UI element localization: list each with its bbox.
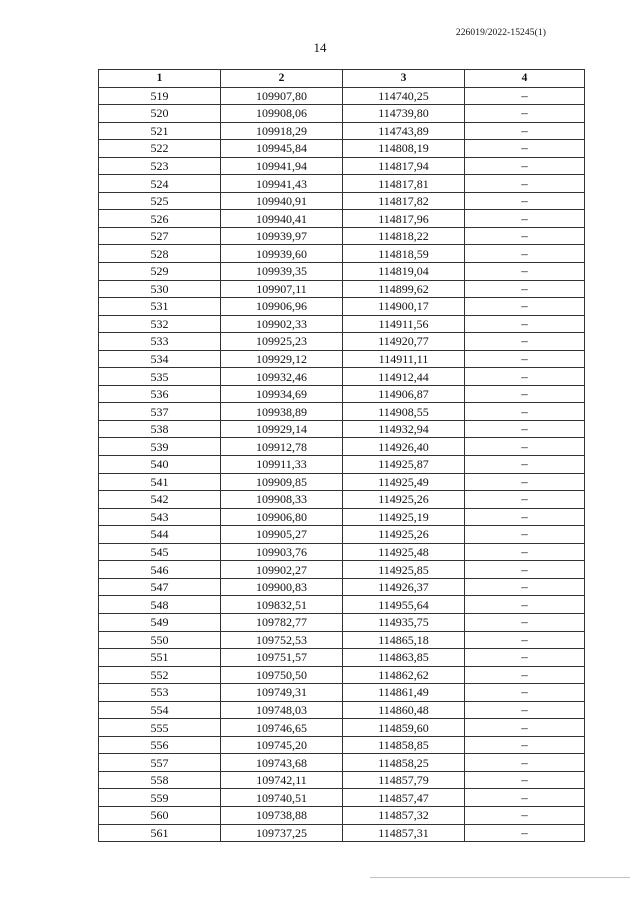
table-row — [99, 87, 585, 105]
point-number-cell: 550 — [99, 631, 221, 649]
table-row — [99, 192, 585, 210]
y-coordinate-cell: 114911,11 — [343, 350, 465, 368]
dash-mark: – — [521, 684, 528, 700]
dash-mark: – — [521, 631, 528, 647]
x-coordinate-cell: 109909,85 — [221, 473, 343, 491]
point-number-cell: 532 — [99, 315, 221, 333]
note-cell — [465, 122, 585, 140]
dash-mark: – — [521, 649, 528, 665]
table-row — [99, 438, 585, 456]
note-cell — [465, 298, 585, 316]
table-row — [99, 175, 585, 193]
dash-mark: – — [521, 438, 528, 454]
note-cell — [465, 333, 585, 351]
point-number-cell: 526 — [99, 210, 221, 228]
point-number-cell: 538 — [99, 420, 221, 438]
note-cell — [465, 526, 585, 544]
y-coordinate-cell: 114819,04 — [343, 263, 465, 281]
note-cell — [465, 456, 585, 474]
table-row — [99, 701, 585, 719]
point-number-cell: 534 — [99, 350, 221, 368]
dash-mark: – — [521, 701, 528, 717]
table-row — [99, 824, 585, 842]
y-coordinate-cell: 114925,48 — [343, 543, 465, 561]
dash-mark: – — [521, 193, 528, 209]
y-coordinate-cell: 114860,48 — [343, 701, 465, 719]
x-coordinate-cell: 109902,27 — [221, 561, 343, 579]
point-number-cell: 548 — [99, 596, 221, 614]
table-row — [99, 771, 585, 789]
point-number-cell: 536 — [99, 385, 221, 403]
note-cell — [465, 508, 585, 526]
table-row — [99, 578, 585, 596]
y-coordinate-cell: 114817,81 — [343, 175, 465, 193]
point-number-cell: 557 — [99, 754, 221, 772]
y-coordinate-cell: 114817,94 — [343, 157, 465, 175]
table-body — [99, 87, 585, 842]
table-row — [99, 420, 585, 438]
y-coordinate-cell: 114932,94 — [343, 420, 465, 438]
x-coordinate-cell: 109945,84 — [221, 140, 343, 158]
x-coordinate-cell: 109906,80 — [221, 508, 343, 526]
note-cell — [465, 719, 585, 737]
x-coordinate-cell: 109932,46 — [221, 368, 343, 386]
note-cell — [465, 350, 585, 368]
point-number-cell: 541 — [99, 473, 221, 491]
table-row — [99, 631, 585, 649]
note-cell — [465, 701, 585, 719]
table-row — [99, 508, 585, 526]
note-cell — [465, 789, 585, 807]
note-cell — [465, 491, 585, 509]
dash-mark: – — [521, 579, 528, 595]
table-row — [99, 385, 585, 403]
y-coordinate-cell: 114926,40 — [343, 438, 465, 456]
table-row — [99, 280, 585, 298]
note-cell — [465, 157, 585, 175]
x-coordinate-cell: 109908,33 — [221, 491, 343, 509]
x-coordinate-cell: 109748,03 — [221, 701, 343, 719]
table-row — [99, 403, 585, 421]
x-coordinate-cell: 109752,53 — [221, 631, 343, 649]
point-number-cell: 523 — [99, 157, 221, 175]
note-cell — [465, 543, 585, 561]
dash-mark: – — [521, 508, 528, 524]
table-row — [99, 210, 585, 228]
x-coordinate-cell: 109941,94 — [221, 157, 343, 175]
note-cell — [465, 245, 585, 263]
y-coordinate-cell: 114900,17 — [343, 298, 465, 316]
dash-mark: – — [521, 824, 528, 840]
y-coordinate-cell: 114857,31 — [343, 824, 465, 842]
table-row — [99, 649, 585, 667]
point-number-cell: 551 — [99, 649, 221, 667]
y-coordinate-cell: 114906,87 — [343, 385, 465, 403]
note-cell — [465, 596, 585, 614]
x-coordinate-cell: 109745,20 — [221, 736, 343, 754]
table-row — [99, 263, 585, 281]
note-cell — [465, 438, 585, 456]
document-id: 226019/2022-15245(1) — [455, 28, 546, 38]
y-coordinate-cell: 114925,85 — [343, 561, 465, 579]
y-coordinate-cell: 114955,64 — [343, 596, 465, 614]
table-row — [99, 298, 585, 316]
table-row — [99, 122, 585, 140]
table-row — [99, 315, 585, 333]
y-coordinate-cell: 114899,62 — [343, 280, 465, 298]
dash-mark: – — [521, 456, 528, 472]
point-number-cell: 553 — [99, 684, 221, 702]
y-coordinate-cell: 114858,85 — [343, 736, 465, 754]
y-coordinate-cell: 114817,96 — [343, 210, 465, 228]
point-number-cell: 561 — [99, 824, 221, 842]
point-number-cell: 555 — [99, 719, 221, 737]
x-coordinate-cell: 109902,33 — [221, 315, 343, 333]
y-coordinate-cell: 114935,75 — [343, 613, 465, 631]
y-coordinate-cell: 114908,55 — [343, 403, 465, 421]
point-number-cell: 529 — [99, 263, 221, 281]
point-number-cell: 540 — [99, 456, 221, 474]
table-header-row — [99, 70, 585, 88]
x-coordinate-cell: 109906,96 — [221, 298, 343, 316]
dash-mark: – — [521, 175, 528, 191]
x-coordinate-cell: 109939,35 — [221, 263, 343, 281]
point-number-cell: 544 — [99, 526, 221, 544]
table-row — [99, 789, 585, 807]
y-coordinate-cell: 114925,26 — [343, 526, 465, 544]
dash-mark: – — [521, 368, 528, 384]
note-cell — [465, 280, 585, 298]
note-cell — [465, 385, 585, 403]
y-coordinate-cell: 114920,77 — [343, 333, 465, 351]
point-number-cell: 560 — [99, 806, 221, 824]
y-coordinate-cell: 114911,56 — [343, 315, 465, 333]
y-coordinate-cell: 114859,60 — [343, 719, 465, 737]
point-number-cell: 525 — [99, 192, 221, 210]
table-row — [99, 491, 585, 509]
point-number-cell: 539 — [99, 438, 221, 456]
y-coordinate-cell: 114926,37 — [343, 578, 465, 596]
x-coordinate-cell: 109740,51 — [221, 789, 343, 807]
note-cell — [465, 631, 585, 649]
y-coordinate-cell: 114857,32 — [343, 806, 465, 824]
dash-mark: – — [521, 596, 528, 612]
dash-mark: – — [521, 386, 528, 402]
x-coordinate-cell: 109737,25 — [221, 824, 343, 842]
x-coordinate-cell: 109939,60 — [221, 245, 343, 263]
dash-mark: – — [521, 122, 528, 138]
dash-mark: – — [521, 491, 528, 507]
note-cell — [465, 666, 585, 684]
x-coordinate-cell: 109743,68 — [221, 754, 343, 772]
point-number-cell: 535 — [99, 368, 221, 386]
table-row — [99, 666, 585, 684]
table-row — [99, 227, 585, 245]
point-number-cell: 533 — [99, 333, 221, 351]
y-coordinate-cell: 114739,80 — [343, 105, 465, 123]
note-cell — [465, 368, 585, 386]
table-row — [99, 140, 585, 158]
note-cell — [465, 771, 585, 789]
point-number-cell: 543 — [99, 508, 221, 526]
x-coordinate-cell: 109940,41 — [221, 210, 343, 228]
table-row — [99, 368, 585, 386]
note-cell — [465, 263, 585, 281]
dash-mark: – — [521, 807, 528, 823]
dash-mark: – — [521, 280, 528, 296]
x-coordinate-cell: 109905,27 — [221, 526, 343, 544]
table-row — [99, 333, 585, 351]
point-number-cell: 552 — [99, 666, 221, 684]
y-coordinate-cell: 114818,59 — [343, 245, 465, 263]
note-cell — [465, 87, 585, 105]
note-cell — [465, 754, 585, 772]
table-row — [99, 719, 585, 737]
x-coordinate-cell: 109929,12 — [221, 350, 343, 368]
x-coordinate-cell: 109900,83 — [221, 578, 343, 596]
y-coordinate-cell: 114912,44 — [343, 368, 465, 386]
dash-mark: – — [521, 245, 528, 261]
note-cell — [465, 806, 585, 824]
column-header: 3 — [343, 70, 465, 88]
y-coordinate-cell: 114743,89 — [343, 122, 465, 140]
table-row — [99, 736, 585, 754]
x-coordinate-cell: 109903,76 — [221, 543, 343, 561]
x-coordinate-cell: 109929,14 — [221, 420, 343, 438]
note-cell — [465, 192, 585, 210]
x-coordinate-cell: 109940,91 — [221, 192, 343, 210]
dash-mark: – — [521, 737, 528, 753]
point-number-cell: 558 — [99, 771, 221, 789]
y-coordinate-cell: 114862,62 — [343, 666, 465, 684]
note-cell — [465, 561, 585, 579]
column-header: 4 — [465, 70, 585, 88]
dash-mark: – — [521, 140, 528, 156]
x-coordinate-cell: 109750,50 — [221, 666, 343, 684]
dash-mark: – — [521, 473, 528, 489]
table-row — [99, 754, 585, 772]
y-coordinate-cell: 114818,22 — [343, 227, 465, 245]
note-cell — [465, 578, 585, 596]
x-coordinate-cell: 109939,97 — [221, 227, 343, 245]
point-number-cell: 554 — [99, 701, 221, 719]
point-number-cell: 547 — [99, 578, 221, 596]
note-cell — [465, 420, 585, 438]
point-number-cell: 524 — [99, 175, 221, 193]
table-row — [99, 543, 585, 561]
point-number-cell: 545 — [99, 543, 221, 561]
point-number-cell: 528 — [99, 245, 221, 263]
note-cell — [465, 649, 585, 667]
dash-mark: – — [521, 298, 528, 314]
x-coordinate-cell: 109907,11 — [221, 280, 343, 298]
point-number-cell: 522 — [99, 140, 221, 158]
note-cell — [465, 227, 585, 245]
coordinates-table — [98, 69, 585, 842]
note-cell — [465, 613, 585, 631]
y-coordinate-cell: 114857,79 — [343, 771, 465, 789]
x-coordinate-cell: 109746,65 — [221, 719, 343, 737]
dash-mark: – — [521, 228, 528, 244]
note-cell — [465, 736, 585, 754]
x-coordinate-cell: 109738,88 — [221, 806, 343, 824]
point-number-cell: 556 — [99, 736, 221, 754]
dash-mark: – — [521, 105, 528, 121]
column-header: 1 — [99, 70, 221, 88]
table-row — [99, 245, 585, 263]
point-number-cell: 530 — [99, 280, 221, 298]
y-coordinate-cell: 114817,82 — [343, 192, 465, 210]
x-coordinate-cell: 109749,31 — [221, 684, 343, 702]
dash-mark: – — [521, 315, 528, 331]
table-row — [99, 596, 585, 614]
note-cell — [465, 315, 585, 333]
point-number-cell: 521 — [99, 122, 221, 140]
point-number-cell: 519 — [99, 87, 221, 105]
table-row — [99, 561, 585, 579]
note-cell — [465, 403, 585, 421]
note-cell — [465, 824, 585, 842]
dash-mark: – — [521, 158, 528, 173]
table-row — [99, 105, 585, 123]
x-coordinate-cell: 109918,29 — [221, 122, 343, 140]
y-coordinate-cell: 114861,49 — [343, 684, 465, 702]
table-row — [99, 350, 585, 368]
y-coordinate-cell: 114925,49 — [343, 473, 465, 491]
dash-mark: – — [521, 526, 528, 542]
note-cell — [465, 175, 585, 193]
x-coordinate-cell: 109751,57 — [221, 649, 343, 667]
point-number-cell: 531 — [99, 298, 221, 316]
dash-mark: – — [521, 772, 528, 788]
dash-mark: – — [521, 789, 528, 805]
column-header: 2 — [221, 70, 343, 88]
point-number-cell: 537 — [99, 403, 221, 421]
y-coordinate-cell: 114740,25 — [343, 87, 465, 105]
x-coordinate-cell: 109782,77 — [221, 613, 343, 631]
x-coordinate-cell: 109907,80 — [221, 87, 343, 105]
y-coordinate-cell: 114925,87 — [343, 456, 465, 474]
table-row — [99, 157, 585, 175]
y-coordinate-cell: 114857,47 — [343, 789, 465, 807]
table-row — [99, 613, 585, 631]
dash-mark: – — [521, 421, 528, 437]
point-number-cell: 527 — [99, 227, 221, 245]
note-cell — [465, 210, 585, 228]
x-coordinate-cell: 109742,11 — [221, 771, 343, 789]
dash-mark: – — [521, 351, 528, 367]
table-row — [99, 526, 585, 544]
point-number-cell: 542 — [99, 491, 221, 509]
table-row — [99, 684, 585, 702]
table-row — [99, 806, 585, 824]
point-number-cell: 520 — [99, 105, 221, 123]
dash-mark: – — [521, 666, 528, 682]
x-coordinate-cell: 109912,78 — [221, 438, 343, 456]
dash-mark: – — [521, 210, 528, 226]
y-coordinate-cell: 114865,18 — [343, 631, 465, 649]
x-coordinate-cell: 109941,43 — [221, 175, 343, 193]
x-coordinate-cell: 109832,51 — [221, 596, 343, 614]
note-cell — [465, 140, 585, 158]
dash-mark: – — [521, 333, 528, 349]
point-number-cell: 546 — [99, 561, 221, 579]
point-number-cell: 549 — [99, 613, 221, 631]
note-cell — [465, 105, 585, 123]
y-coordinate-cell: 114863,85 — [343, 649, 465, 667]
x-coordinate-cell: 109934,69 — [221, 385, 343, 403]
note-cell — [465, 684, 585, 702]
dash-mark: – — [521, 561, 528, 577]
y-coordinate-cell: 114858,25 — [343, 754, 465, 772]
x-coordinate-cell: 109908,06 — [221, 105, 343, 123]
table-row — [99, 473, 585, 491]
point-number-cell: 559 — [99, 789, 221, 807]
page-number: 14 — [313, 40, 327, 55]
x-coordinate-cell: 109925,23 — [221, 333, 343, 351]
y-coordinate-cell: 114808,19 — [343, 140, 465, 158]
dash-mark: – — [521, 754, 528, 770]
dash-mark: – — [521, 719, 528, 735]
table-row — [99, 456, 585, 474]
x-coordinate-cell: 109938,89 — [221, 403, 343, 421]
note-cell — [465, 473, 585, 491]
dash-mark: – — [521, 263, 528, 279]
scan-artifact-line — [370, 877, 630, 878]
y-coordinate-cell: 114925,26 — [343, 491, 465, 509]
dash-mark: – — [521, 614, 528, 630]
dash-mark: – — [521, 403, 528, 419]
y-coordinate-cell: 114925,19 — [343, 508, 465, 526]
dash-mark: – — [521, 87, 528, 103]
x-coordinate-cell: 109911,33 — [221, 456, 343, 474]
dash-mark: – — [521, 544, 528, 560]
